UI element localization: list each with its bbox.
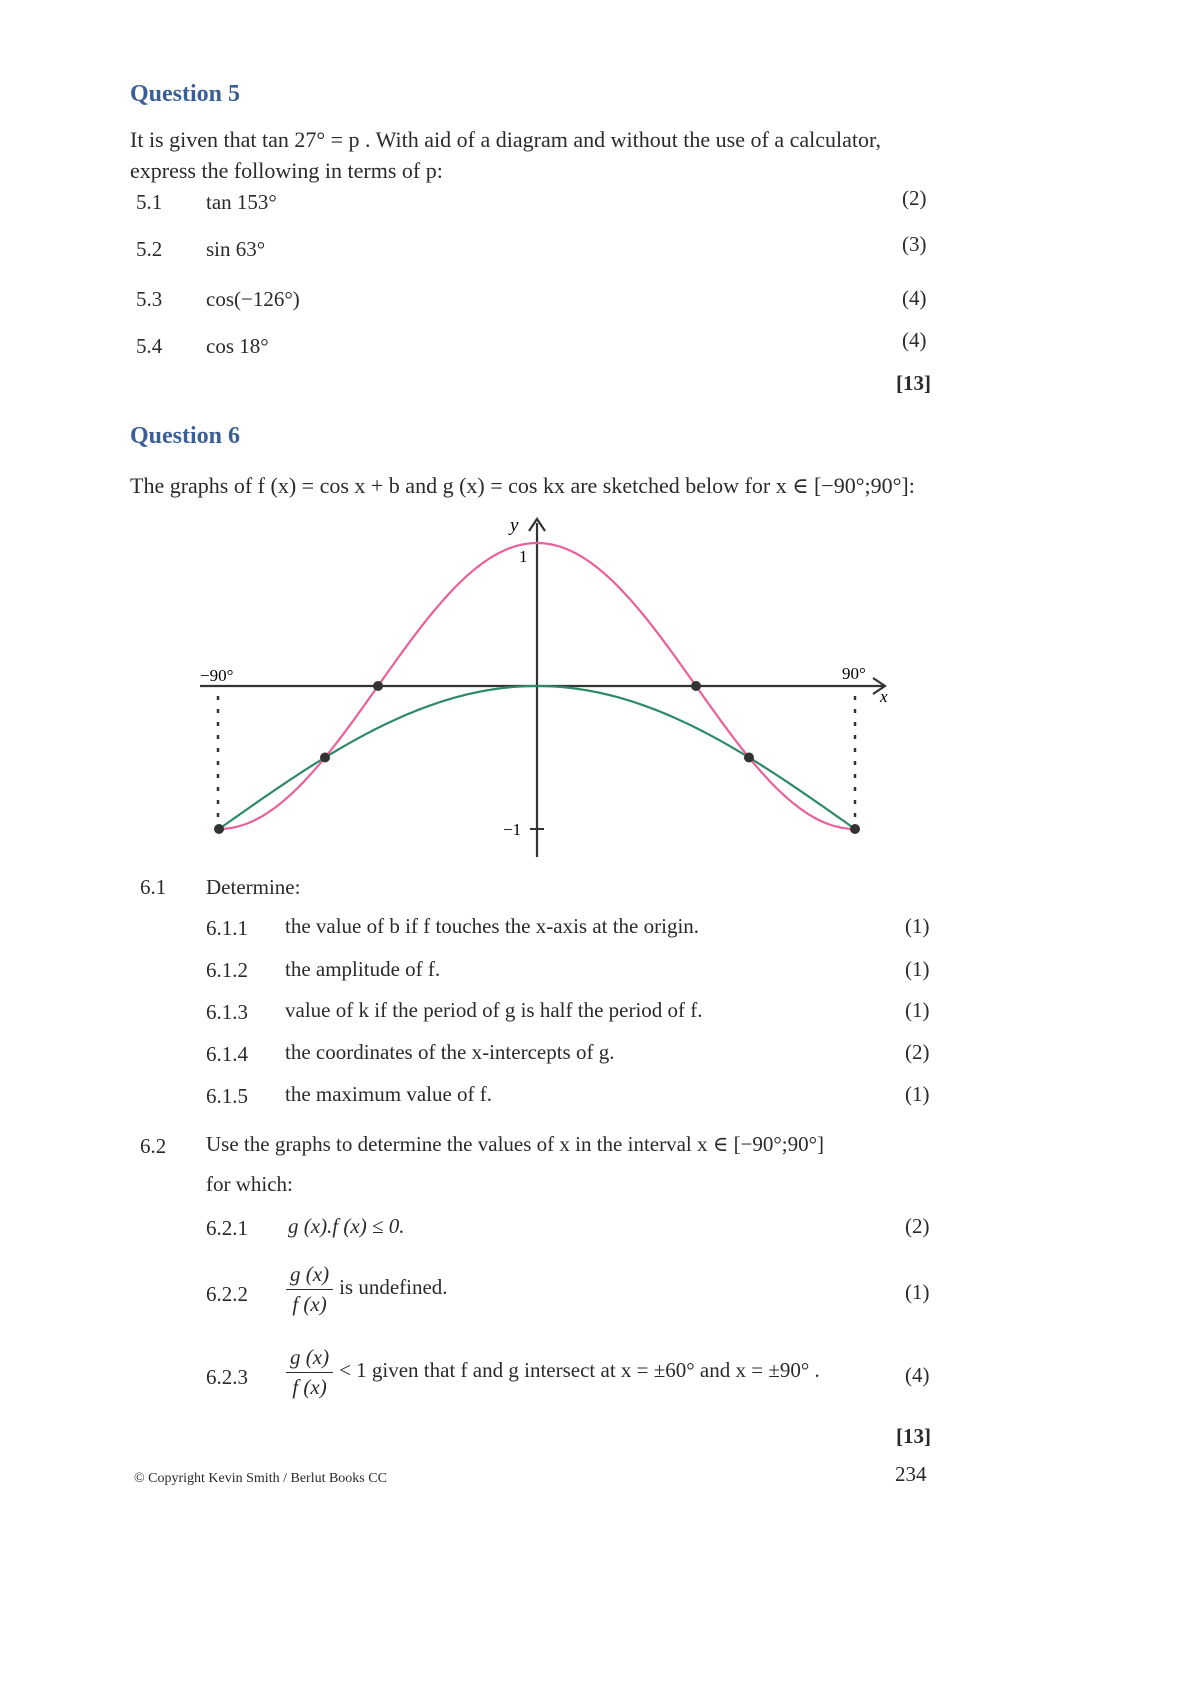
q5-item-number: 5.2 bbox=[136, 237, 163, 261]
y-tick-label-top: 1 bbox=[519, 547, 528, 566]
q6-1-item-mark: (2) bbox=[905, 1040, 930, 1064]
q6-1-item-mark: (1) bbox=[905, 998, 930, 1022]
q6-1-item-text: the maximum value of f. bbox=[285, 1082, 493, 1106]
q5-item-mark: (2) bbox=[902, 186, 927, 210]
page-number: 234 bbox=[895, 1462, 927, 1486]
intersection-point bbox=[214, 824, 224, 834]
x-axis-label: x bbox=[880, 687, 888, 706]
q6-2-item-mark: (1) bbox=[905, 1280, 930, 1304]
trig-graph bbox=[190, 505, 910, 875]
fraction-numerator: g (x) bbox=[286, 1345, 333, 1373]
q6-2-item-number: 6.2.2 bbox=[206, 1282, 248, 1306]
x-label-left: −90° bbox=[200, 666, 234, 685]
q6-2-item-3-expression bbox=[286, 1345, 820, 1400]
fraction bbox=[286, 1262, 333, 1317]
fraction-denominator: f (x) bbox=[292, 1292, 327, 1316]
q5-item-number: 5.1 bbox=[136, 190, 163, 214]
q6-1-item-number: 6.1.1 bbox=[206, 916, 248, 940]
question-5-title: Question 5 bbox=[130, 81, 241, 107]
q6-1-item-text: the value of b if f touches the x-axis at the origin. bbox=[285, 914, 700, 938]
y-axis-label: y bbox=[510, 515, 519, 536]
q6-1-item-text: the coordinates of the x-intercepts of g. bbox=[285, 1040, 615, 1064]
q6-1-item-number: 6.1.2 bbox=[206, 958, 248, 982]
q5-item-expression: cos 18° bbox=[206, 334, 269, 358]
q5-item-expression: sin 63° bbox=[206, 237, 266, 261]
fraction-numerator: g (x) bbox=[286, 1262, 333, 1290]
q6-2-item-text: < 1 given that f and g intersect at x = ±60° and x = ±90° . bbox=[339, 1358, 820, 1382]
q5-item-expression: cos(−126°) bbox=[206, 287, 300, 311]
intersection-point bbox=[373, 681, 383, 691]
intersection-point bbox=[320, 753, 330, 763]
q6-1-item-number: 6.1.4 bbox=[206, 1042, 248, 1066]
q6-total: [13] bbox=[896, 1424, 931, 1448]
q6-1-item-mark: (1) bbox=[905, 957, 930, 981]
q6-2-item-mark: (4) bbox=[905, 1363, 930, 1387]
fraction bbox=[286, 1345, 333, 1400]
q6-2-item-text: is undefined. bbox=[339, 1275, 448, 1299]
q6-1-item-mark: (1) bbox=[905, 914, 930, 938]
q6-2-item-mark: (2) bbox=[905, 1214, 930, 1238]
part-6-2-line1: Use the graphs to determine the values of x in the interval x ∈ [−90°;90°] bbox=[206, 1132, 825, 1156]
q6-1-item-number: 6.1.3 bbox=[206, 1000, 248, 1024]
copyright-footer: © Copyright Kevin Smith / Berlut Books CC bbox=[134, 1471, 387, 1486]
q6-1-item-number: 6.1.5 bbox=[206, 1084, 248, 1108]
q5-total: [13] bbox=[896, 371, 931, 395]
q5-item-mark: (3) bbox=[902, 232, 927, 256]
y-tick-label-bottom: −1 bbox=[503, 820, 522, 839]
part-6-2-number: 6.2 bbox=[140, 1134, 167, 1158]
q5-item-number: 5.4 bbox=[136, 334, 163, 358]
intersection-point bbox=[691, 681, 701, 691]
q6-2-item-2-expression bbox=[286, 1262, 448, 1317]
q5-item-number: 5.3 bbox=[136, 287, 163, 311]
q5-item-mark: (4) bbox=[902, 286, 927, 310]
intersection-point bbox=[744, 753, 754, 763]
x-label-right: 90° bbox=[842, 664, 866, 683]
q5-intro-line1: It is given that tan 27° = p . With aid of a diagram and without the use of a calculator, bbox=[130, 127, 881, 152]
q6-2-item-number: 6.2.3 bbox=[206, 1365, 248, 1389]
q6-1-item-text: the amplitude of f. bbox=[285, 957, 441, 981]
part-6-1-heading: Determine: bbox=[206, 875, 301, 899]
q5-item-mark: (4) bbox=[902, 328, 927, 352]
q6-intro: The graphs of f (x) = cos x + b and g (x) = cos kx are sketched below for x ∈ [−90°;90°]: bbox=[130, 473, 915, 498]
part-6-2-line2: for which: bbox=[206, 1172, 293, 1196]
q6-2-item-number: 6.2.1 bbox=[206, 1216, 248, 1240]
q5-intro-line2: express the following in terms of p: bbox=[130, 158, 443, 183]
question-6-title: Question 6 bbox=[130, 423, 241, 449]
intersection-point bbox=[850, 824, 860, 834]
q6-1-item-text: value of k if the period of g is half the period of f. bbox=[285, 998, 703, 1022]
q5-item-expression: tan 153° bbox=[206, 190, 277, 214]
q6-1-item-mark: (1) bbox=[905, 1082, 930, 1106]
part-6-1-number: 6.1 bbox=[140, 875, 167, 899]
fraction-denominator: f (x) bbox=[292, 1375, 327, 1399]
q6-2-item-expression: g (x).f (x) ≤ 0. bbox=[288, 1214, 405, 1238]
